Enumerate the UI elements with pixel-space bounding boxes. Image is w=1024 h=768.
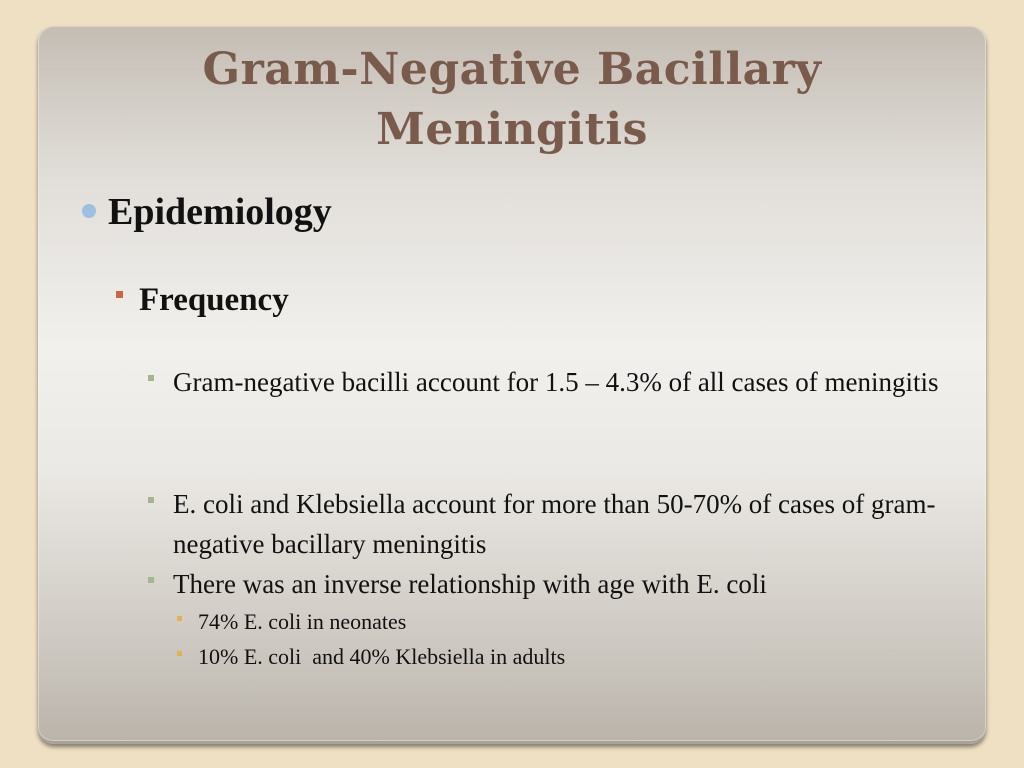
slide-title-line-2: Meningitis xyxy=(376,104,648,155)
subpoint-item xyxy=(177,607,406,637)
slide-title-line-1: Gram-Negative Bacillary xyxy=(202,44,822,95)
slide-title xyxy=(38,40,986,160)
subheading-text: Frequency xyxy=(139,282,289,318)
point-item xyxy=(148,484,958,564)
circle-bullet-icon xyxy=(82,204,96,218)
square-bullet-icon xyxy=(148,577,154,583)
square-bullet-icon xyxy=(148,375,154,381)
point-text: E. coli and Klebsiella account for more than 50-70% of cases of gram-negative bacillary meningitis xyxy=(173,489,936,559)
subpoint-item xyxy=(177,642,565,672)
subheading-bullet xyxy=(116,282,289,319)
heading-text: Epidemiology xyxy=(108,191,332,233)
point-item xyxy=(148,362,958,402)
point-text: Gram-negative bacilli account for 1.5 – 4.3% of all cases of meningitis xyxy=(173,367,939,397)
square-bullet-icon xyxy=(116,291,123,298)
square-bullet-icon xyxy=(177,616,182,621)
subpoint-text: 74% E. coli in neonates xyxy=(198,609,407,634)
square-bullet-icon xyxy=(148,497,154,503)
subpoint-text: 10% E. coli and 40% Klebsiella in adults xyxy=(198,644,566,669)
point-text: There was an inverse relationship with age with E. coli xyxy=(173,569,767,599)
point-item xyxy=(148,564,958,604)
heading-bullet xyxy=(82,190,332,234)
square-bullet-icon xyxy=(177,651,182,656)
